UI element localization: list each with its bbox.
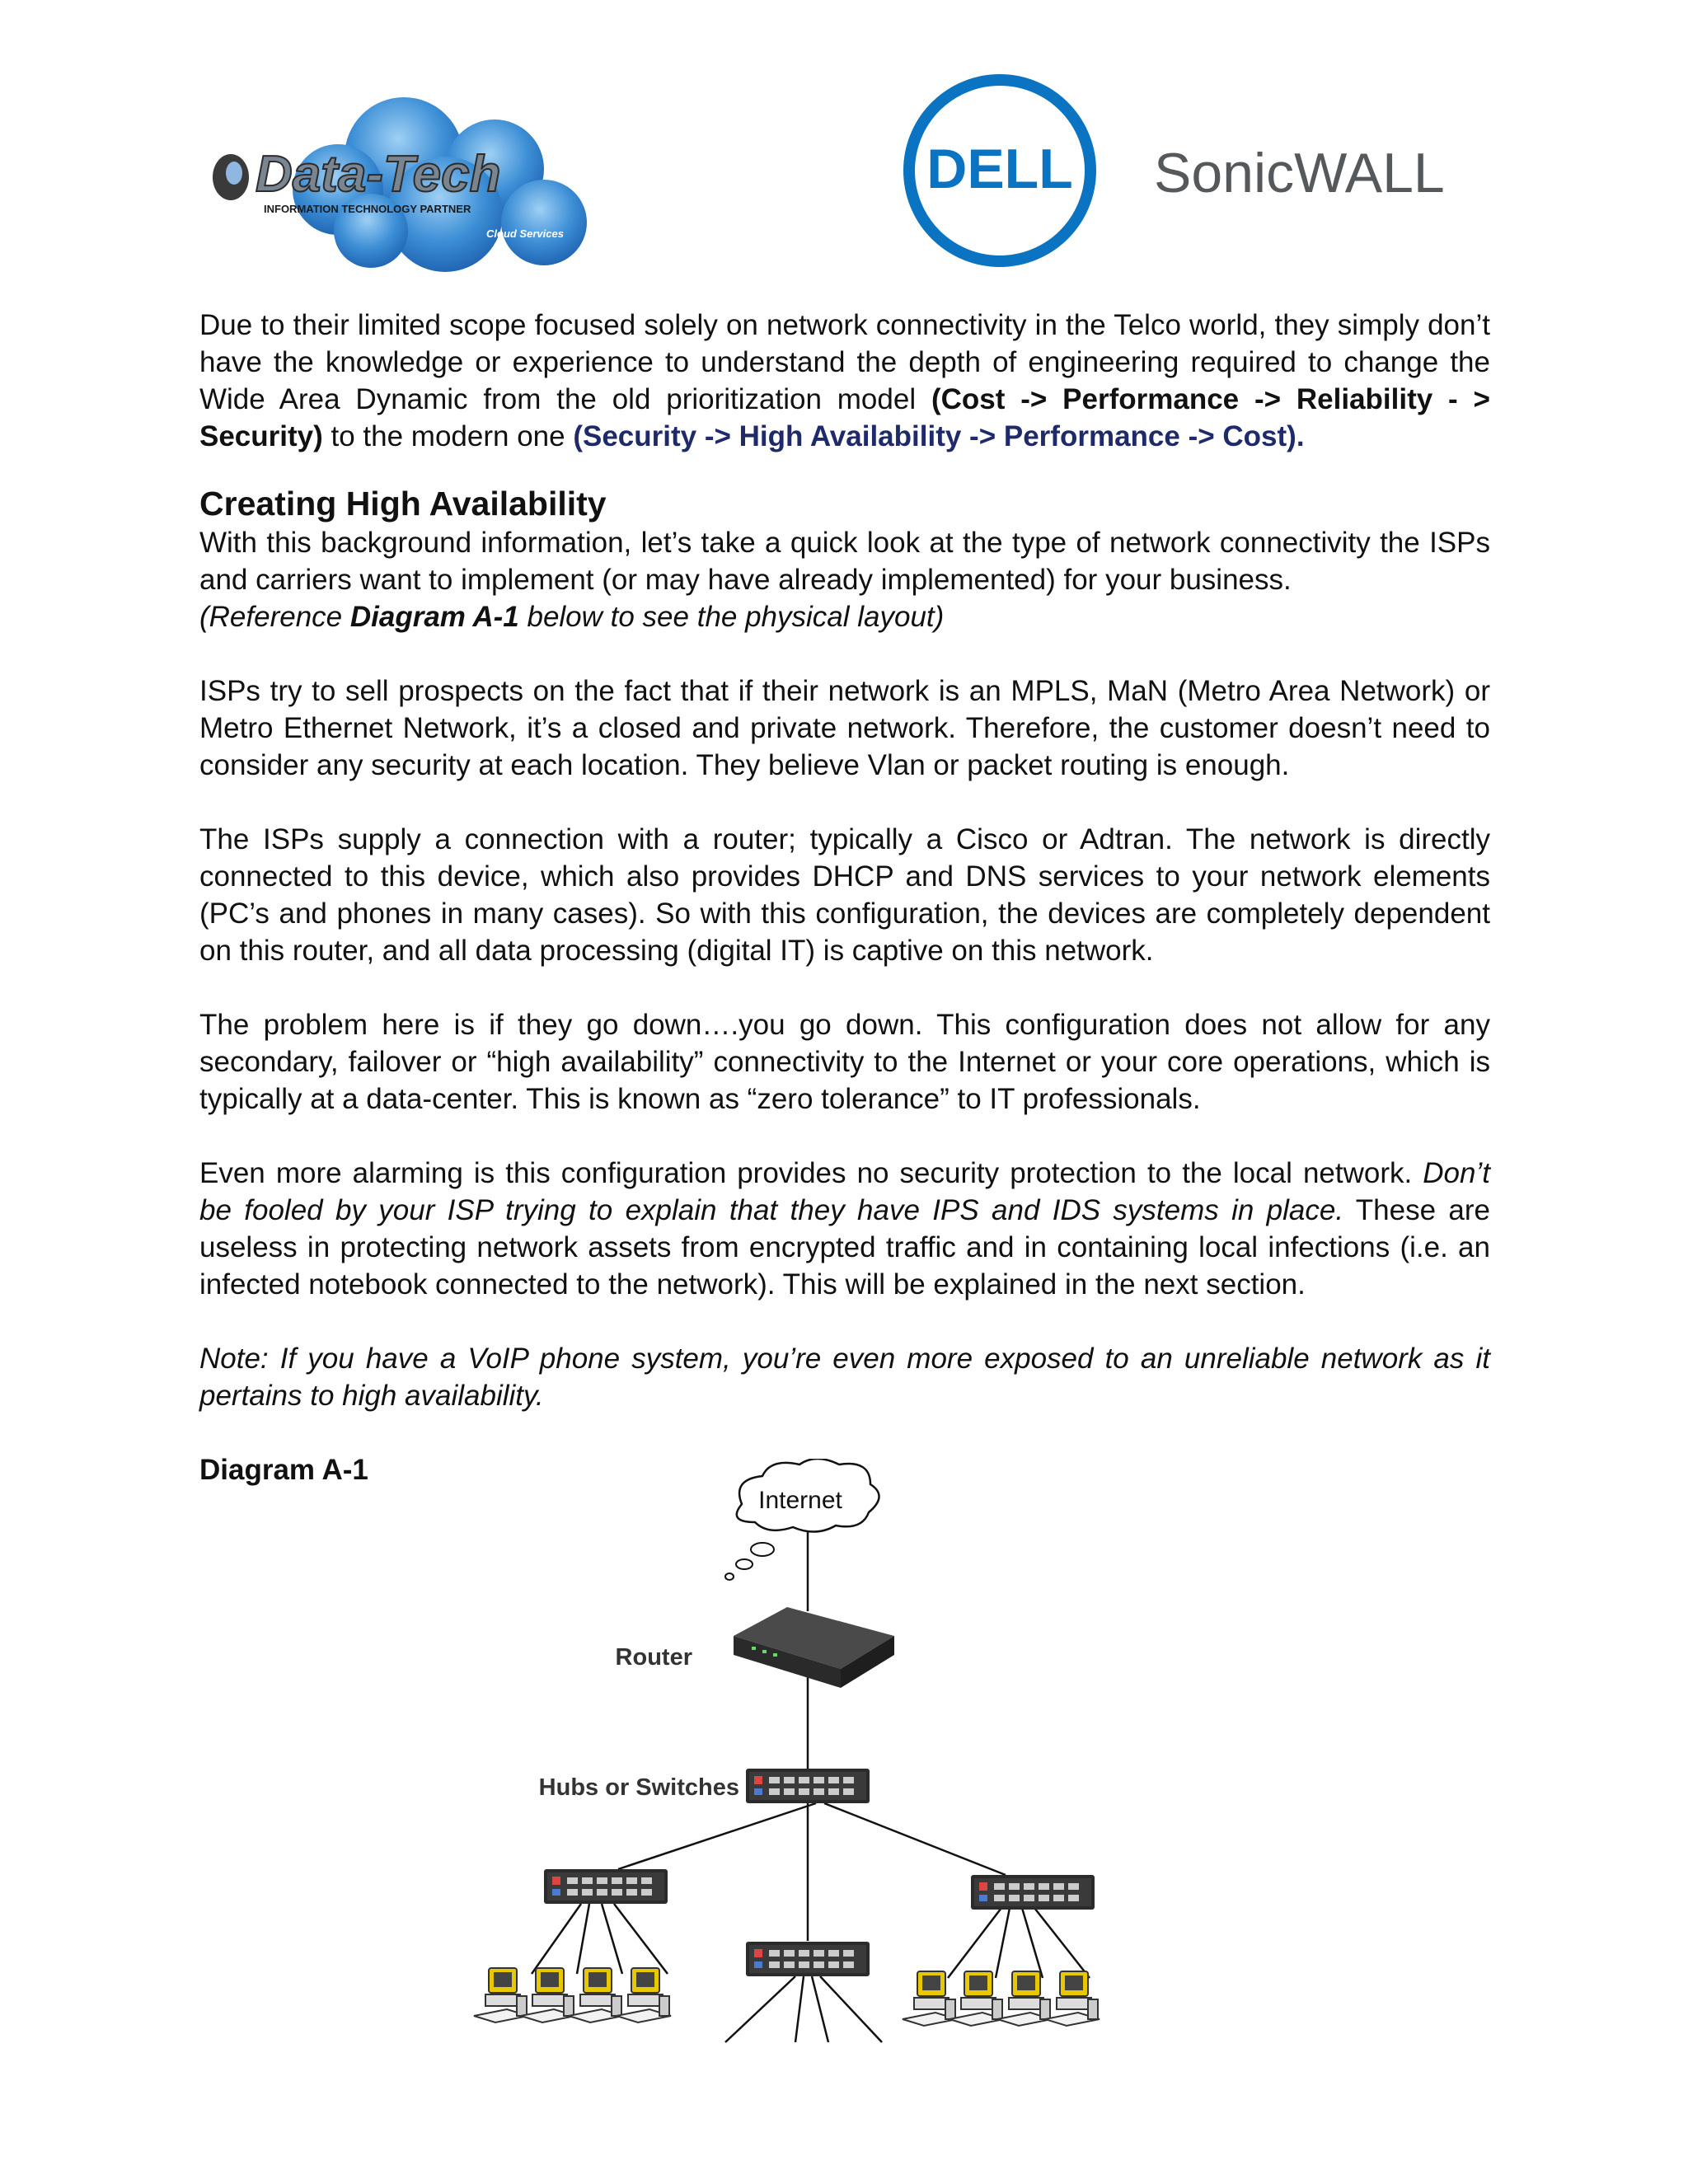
pc-workstation	[1045, 1971, 1100, 2026]
paragraph-isp-sell: ISPs try to sell prospects on the fact that if their network is an MPLS, MaN (Metro Area Network) or Metro Ethernet Network, it’s a closed and private network. Therefore, the customer doesn’t need to consider any security at each location. They believe Vlan or packet routing is enough.	[199, 675, 1490, 781]
right-switch	[971, 1875, 1095, 1910]
pc-workstation	[617, 1968, 671, 2022]
pc-workstation	[521, 1968, 575, 2022]
document-body	[199, 307, 1490, 1488]
pc-workstation	[569, 1968, 623, 2022]
diagram-label: Diagram A-1	[199, 1454, 368, 1486]
hubs-label: Hubs or Switches	[538, 1774, 739, 1801]
pc-workstation	[903, 1971, 957, 2026]
sonicwall-wordmark: SonicWALL	[1154, 142, 1445, 204]
pc-workstation	[474, 1968, 528, 2022]
old-model: (Cost -> Performance -> Reliability - > Security)	[199, 383, 1490, 452]
network-diagram	[462, 1459, 1170, 2052]
paragraph-background: With this background information, let’s take a quick look at the type of network connectivity the ISPs and carriers want to implement (or may have already implemented) for your business.	[199, 527, 1490, 596]
note-paragraph: Note: If you have a VoIP phone system, you’re even more exposed to an unreliable network as it pertains to high availability.	[199, 1343, 1490, 1412]
router-device	[734, 1607, 894, 1688]
core-switch	[746, 1769, 870, 1803]
pc-workstation	[950, 1971, 1004, 2026]
left-switch	[544, 1869, 668, 1904]
paragraph-problem: The problem here is if they go down….you go down. This configuration does not allow for any secondary, failover or “high availability” connectivity to the Internet or your core operations, which is typically at a data-center. This is known as “zero tolerance” to IT professionals.	[199, 1009, 1490, 1115]
paragraph-router: The ISPs supply a connection with a router; typically a Cisco or Adtran. The network is directly connected to this device, which also provides DHCP and DNS services to your network elements (PC’s and phones in many cases). So with this configuration, the devices are completely dependent on this router, and all data processing (digital IT) is captive on this network.	[199, 823, 1490, 967]
center-switch	[746, 1942, 870, 1976]
datatech-wordmark: Data-Tech	[256, 146, 501, 203]
dell-sonicwall-logo	[890, 70, 1467, 276]
internet-cloud	[725, 1459, 879, 1580]
datatech-tagline: INFORMATION TECHNOLOGY PARTNER	[264, 203, 471, 215]
intro-paragraph: Due to their limited scope focused solely on network connectivity in the Telco world, they simply don’t have the knowledge or experience to understand the depth of engineering required to change the Wide Area Dynamic from the old prioritization model (Cost -> Performance -> Reliability - > Security) to the modern one (Security -> High Availability -> Performance -> Cost).	[199, 309, 1490, 452]
reference-line: (Reference Diagram A-1 below to see the physical layout)	[199, 601, 945, 633]
dell-wordmark: DELL	[926, 138, 1073, 200]
new-model: (Security -> High Availability -> Performance -> Cost).	[573, 420, 1305, 452]
section-heading: Creating High Availability	[199, 485, 607, 523]
pc-workstation	[997, 1971, 1052, 2026]
router-label: Router	[615, 1644, 692, 1671]
internet-label: Internet	[758, 1487, 842, 1514]
datatech-logo	[198, 91, 643, 280]
datatech-subtag: Cloud Services	[486, 227, 564, 240]
paragraph-security: Even more alarming is this configuration provides no security protection to the local network. Don’t be fooled by your ISP trying to explain that they have IPS and IDS systems in place. These are useless in protecting network assets from encrypted traffic and in containing local infections (i.e. an infected notebook connected to the network). This will be explained in the next section.	[199, 1157, 1490, 1301]
